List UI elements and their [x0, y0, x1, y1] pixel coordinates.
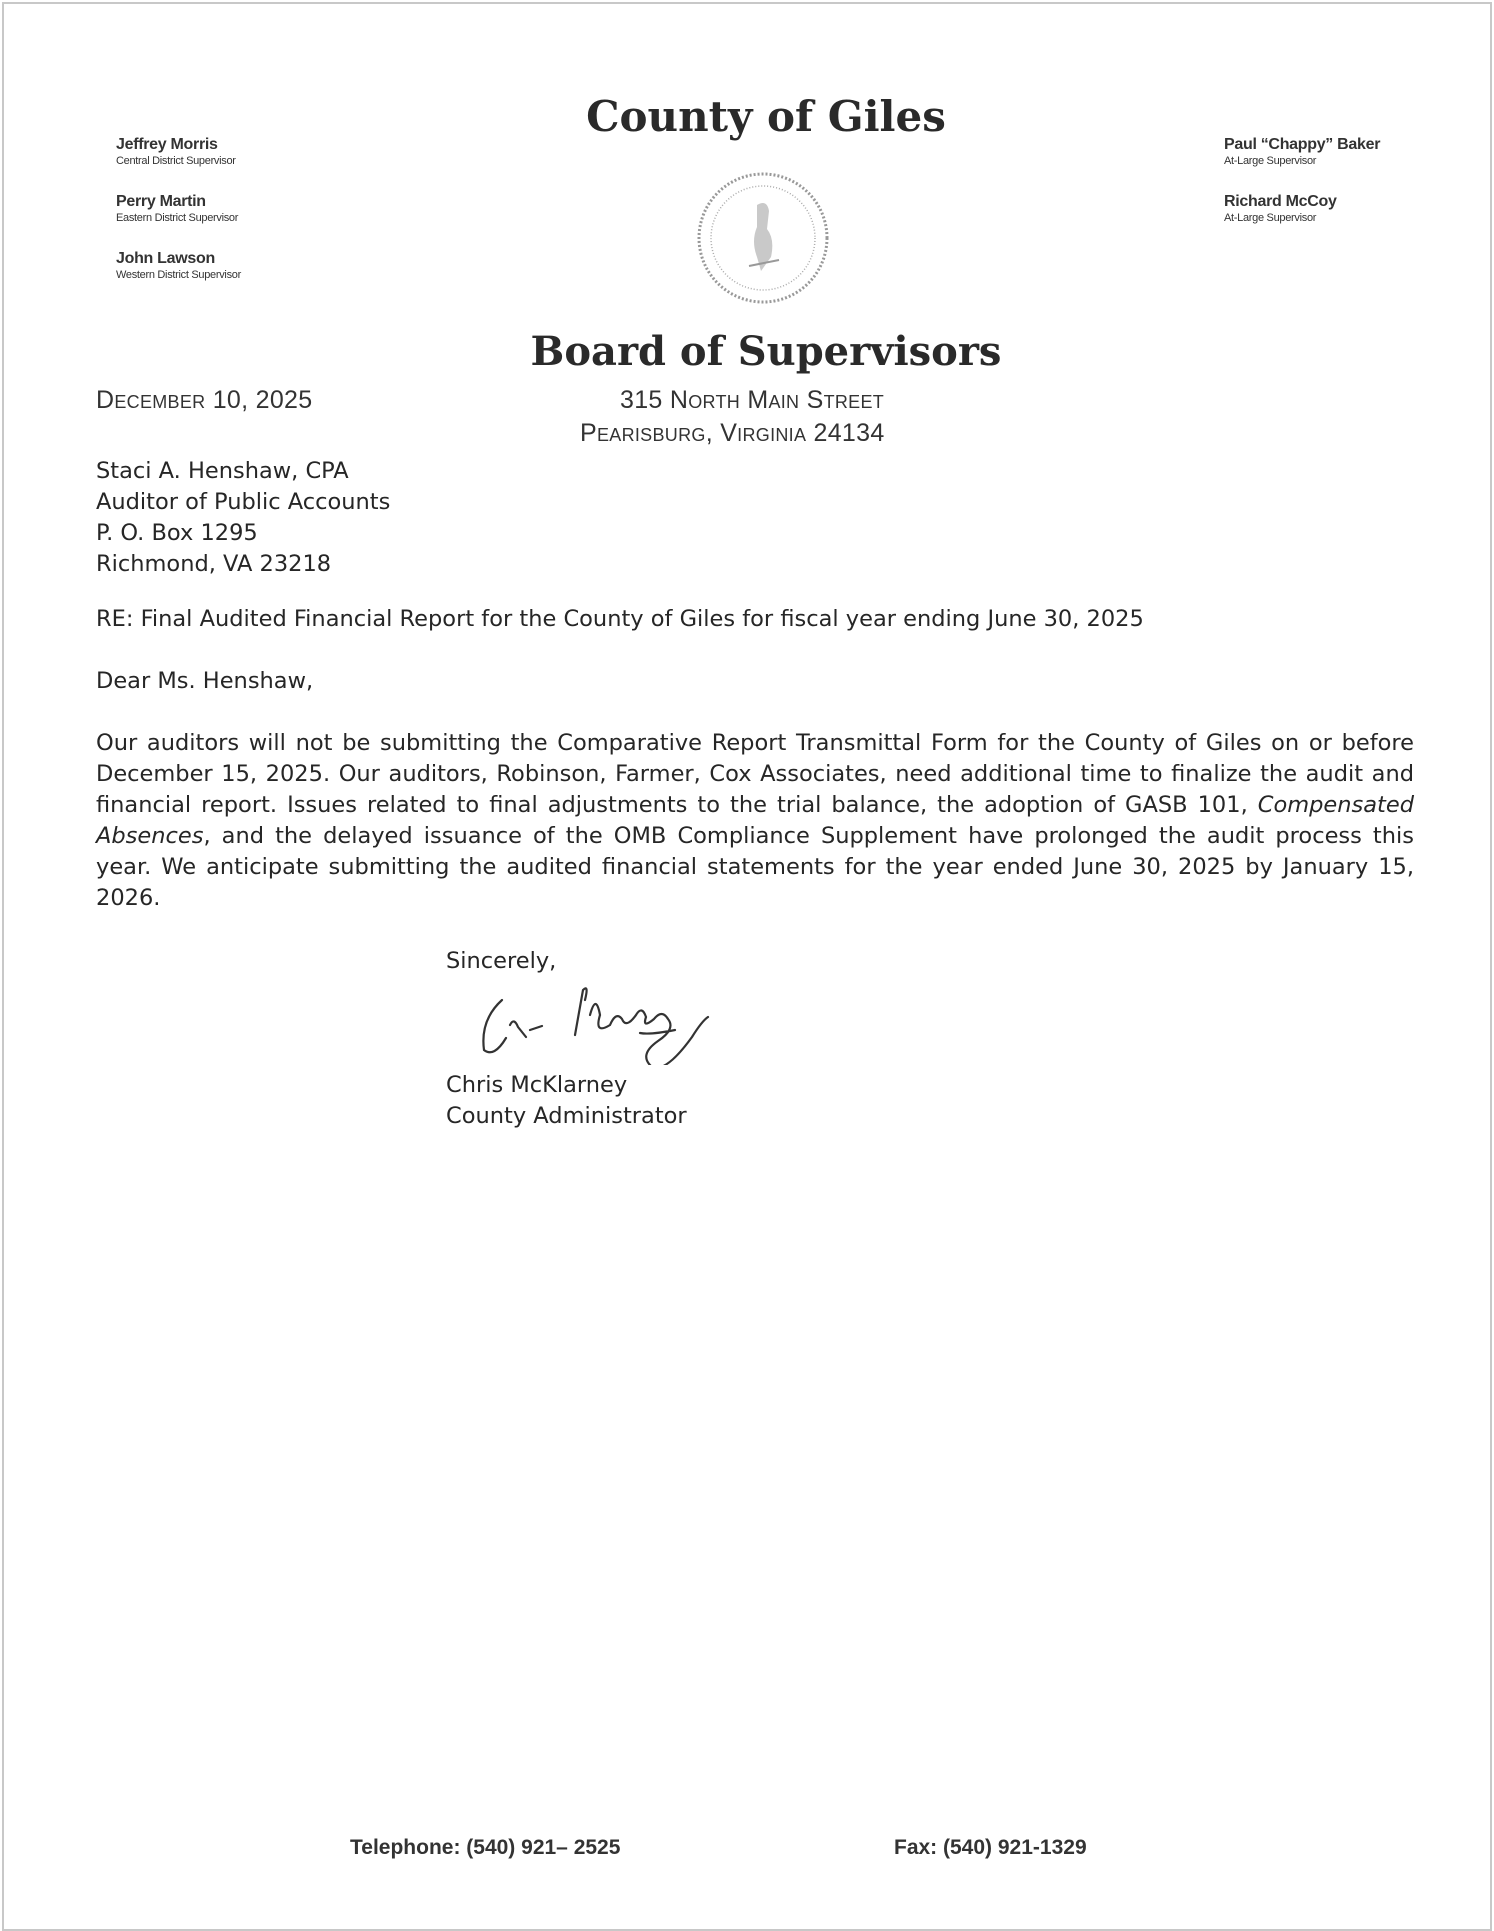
supervisor-name: Richard McCoy — [1224, 193, 1337, 210]
supervisor-title: At-Large Supervisor — [1224, 212, 1317, 224]
supervisors-right — [1224, 136, 1380, 250]
county-seal — [695, 170, 831, 306]
supervisors-left — [116, 136, 241, 307]
recipient-line: Auditor of Public Accounts — [96, 489, 391, 515]
supervisor-title: Eastern District Supervisor — [116, 212, 239, 224]
supervisor — [116, 250, 241, 281]
signer-title: County Administrator — [446, 1103, 687, 1129]
salutation: Dear Ms. Henshaw, — [96, 668, 314, 694]
signer-name: Chris McKlarney — [446, 1072, 628, 1098]
body-text: Our auditors will not be submitting the Comparative Report Transmittal Form for the County of Giles on or before December 15, 2025. Our auditors, Robinson, Farmer, Cox Associates, need additional time to finalize the audit and financial report. Issues related to final adjustments to the trial balance, the adoption of GASB 101, — [96, 730, 1414, 818]
footer-fax: Fax: (540) 921-1329 — [894, 1836, 1087, 1859]
signer-block — [446, 1070, 687, 1132]
supervisor-title: Western District Supervisor — [116, 269, 241, 281]
supervisor — [1224, 193, 1380, 224]
recipient-address — [96, 456, 390, 580]
supervisor — [116, 193, 241, 224]
letter-date: December 10, 2025 — [96, 386, 313, 414]
supervisor-name: Jeffrey Morris — [116, 136, 218, 153]
recipient-line: Richmond, VA 23218 — [96, 551, 332, 577]
supervisor-title: At-Large Supervisor — [1224, 155, 1317, 167]
address-line-2: Pearisburg, Virginia 24134 — [580, 419, 885, 447]
board-subtitle: Board of Supervisors — [530, 328, 1002, 375]
body-text: , and the delayed issuance of the OMB Compliance Supplement have prolonged the audit process this year. We anticipate submitting the audited financial statements for the year ended June 30, 2025 by January 15, 2026. — [96, 823, 1414, 911]
supervisor-name: Paul “Chappy” Baker — [1224, 136, 1381, 153]
footer-telephone: Telephone: (540) 921– 2525 — [350, 1836, 621, 1859]
recipient-line: P. O. Box 1295 — [96, 520, 258, 546]
supervisor-name: Perry Martin — [116, 193, 206, 210]
recipient-line: Staci A. Henshaw, CPA — [96, 458, 349, 484]
signature — [470, 975, 790, 1065]
closing: Sincerely, — [446, 948, 557, 974]
county-title: County of Giles — [586, 92, 946, 141]
supervisor — [1224, 136, 1380, 167]
body-italic-text: Compensated Absences — [96, 792, 1414, 849]
supervisor-title: Central District Supervisor — [116, 155, 236, 167]
body-paragraph — [96, 728, 1414, 914]
supervisor-name: John Lawson — [116, 250, 215, 267]
re-line: RE: Final Audited Financial Report for the County of Giles for fiscal year ending June 30, 2025 — [96, 606, 1144, 632]
address-line-1: 315 North Main Street — [620, 386, 885, 414]
supervisor — [116, 136, 241, 167]
